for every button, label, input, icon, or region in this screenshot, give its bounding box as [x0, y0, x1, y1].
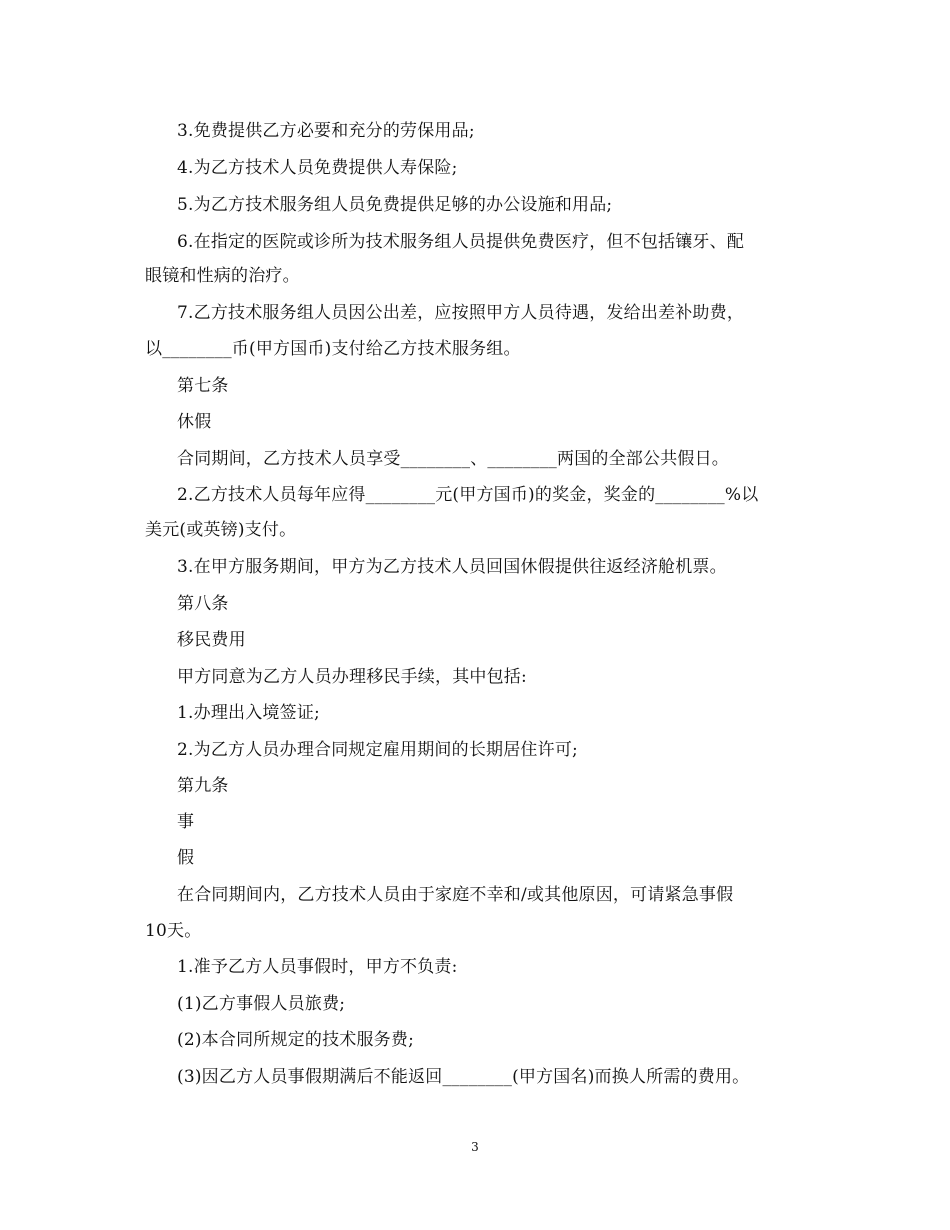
text-line: 以________币(甲方国币)支付给乙方技术服务组。: [145, 339, 521, 359]
text-line: 2.为乙方人员办理合同规定雇用期间的长期居住许可;: [177, 740, 578, 760]
page-number: 3: [471, 1140, 479, 1154]
text-line: 在合同期间内，乙方技术人员由于家庭不幸和/或其他原因，可请紧急事假: [177, 885, 734, 905]
section-title: 移民费用: [177, 630, 246, 650]
text-line: (3)因乙方人员事假期满后不能返回________(甲方国名)而换人所需的费用。: [177, 1067, 750, 1087]
text-line: 10天。: [145, 921, 202, 941]
text-line: 1.准予乙方人员事假时，甲方不负责:: [177, 957, 458, 977]
text-line: 3.免费提供乙方必要和充分的劳保用品;: [177, 121, 475, 141]
text-line: 6.在指定的医院或诊所为技术服务组人员提供免费医疗，但不包括镶牙、配: [177, 232, 745, 252]
section-title: 事: [177, 812, 195, 832]
text-line: 眼镜和性病的治疗。: [145, 266, 300, 286]
section-heading: 第八条: [177, 594, 229, 614]
section-heading: 第七条: [177, 376, 229, 396]
section-title: 假: [177, 848, 195, 868]
section-heading: 第九条: [177, 776, 229, 796]
text-line: 7.乙方技术服务组人员因公出差，应按照甲方人员待遇，发给出差补助费，: [177, 303, 745, 323]
text-line: 甲方同意为乙方人员办理移民手续，其中包括:: [177, 667, 527, 687]
text-line: 美元(或英镑)支付。: [145, 520, 297, 540]
text-line: (1)乙方事假人员旅费;: [177, 994, 346, 1014]
text-line: 5.为乙方技术服务组人员免费提供足够的办公设施和用品;: [177, 195, 613, 215]
text-line: 2.乙方技术人员每年应得________元(甲方国币)的奖金，奖金的________%以: [177, 485, 759, 505]
text-line: (2)本合同所规定的技术服务费;: [177, 1030, 415, 1050]
text-line: 3.在甲方服务期间，甲方为乙方技术人员回国休假提供往返经济舱机票。: [177, 557, 727, 577]
section-title: 休假: [177, 412, 212, 432]
text-line: 合同期间，乙方技术人员享受________、________两国的全部公共假日。: [177, 449, 729, 469]
text-line: 4.为乙方技术人员免费提供人寿保险;: [177, 158, 458, 178]
text-line: 1.办理出入境签证;: [177, 703, 320, 723]
